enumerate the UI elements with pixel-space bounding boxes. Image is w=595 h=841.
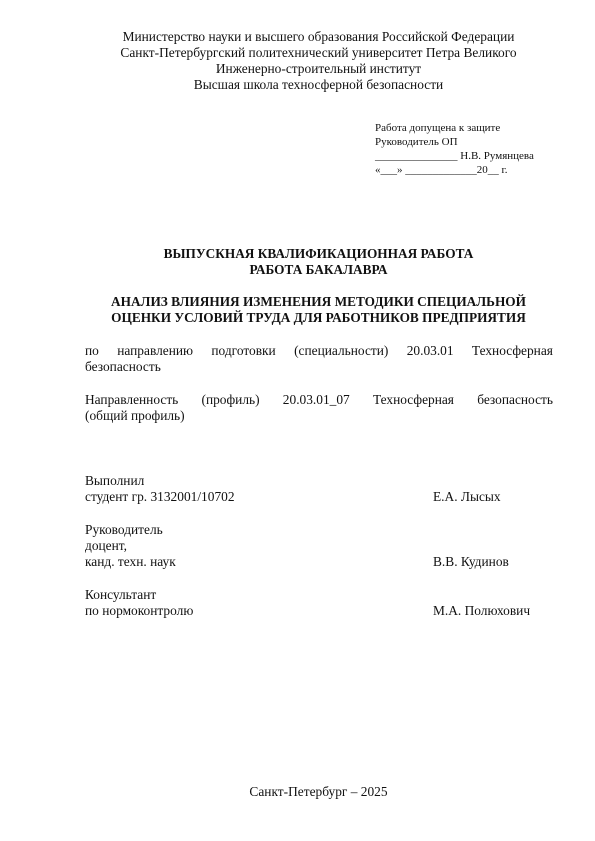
profile-word: Направленность: [85, 392, 179, 407]
consultant-role: по нормоконтролю: [85, 603, 194, 618]
direction-line: [85, 343, 553, 359]
approval-signature: _______________ Н.В. Румянцева: [375, 150, 534, 162]
direction-word: 20.03.01: [406, 343, 454, 358]
supervisor-position: доцент,: [85, 538, 127, 553]
university-line: Санкт-Петербургский политехнический университет Петра Великого: [120, 45, 517, 60]
supervisor-name: В.В. Кудинов: [433, 554, 509, 569]
profile-word: безопасность: [477, 392, 553, 407]
direction-word: подготовки: [211, 343, 276, 358]
author-role: студент гр. 3132001/10702: [85, 489, 235, 504]
direction-line-2: безопасность: [85, 359, 161, 374]
profile-line-2: (общий профиль): [85, 408, 185, 423]
profile-word: (профиль): [201, 392, 260, 407]
supervisor-degree: канд. техн. наук: [85, 554, 176, 569]
work-type-subtitle: РАБОТА БАКАЛАВРА: [249, 262, 388, 277]
institute-line: Инженерно-строительный институт: [215, 61, 422, 76]
work-type-title: ВЫПУСКНАЯ КВАЛИФИКАЦИОННАЯ РАБОТА: [163, 246, 474, 261]
author-label: Выполнил: [85, 473, 145, 488]
author-name: Е.А. Лысых: [433, 489, 501, 504]
ministry-line: Министерство науки и высшего образования Российской Федерации: [122, 29, 515, 44]
direction-word: Техносферная: [471, 343, 553, 358]
topic-line-2: ОЦЕНКИ УСЛОВИЙ ТРУДА ДЛЯ РАБОТНИКОВ ПРЕДПРИЯТИЯ: [111, 310, 526, 325]
profile-line: [85, 392, 553, 408]
approval-head: Руководитель ОП: [375, 136, 458, 148]
approval-date: «___» _____________20__ г.: [375, 164, 508, 176]
consultant-label: Консультант: [85, 587, 157, 602]
consultant-name: М.А. Полюхович: [433, 603, 531, 618]
city-year: Санкт-Петербург – 2025: [249, 784, 388, 799]
topic-line-1: АНАЛИЗ ВЛИЯНИЯ ИЗМЕНЕНИЯ МЕТОДИКИ СПЕЦИАЛЬНОЙ: [111, 294, 526, 309]
direction-word: по: [85, 343, 99, 358]
approval-admitted: Работа допущена к защите: [375, 122, 501, 134]
profile-word: Техносферная: [372, 392, 454, 407]
direction-word: направлению: [117, 343, 194, 358]
school-line: Высшая школа техносферной безопасности: [193, 77, 444, 92]
direction-word: (специальности): [294, 343, 389, 358]
profile-word: 20.03.01_07: [282, 392, 350, 407]
supervisor-label: Руководитель: [85, 522, 163, 537]
